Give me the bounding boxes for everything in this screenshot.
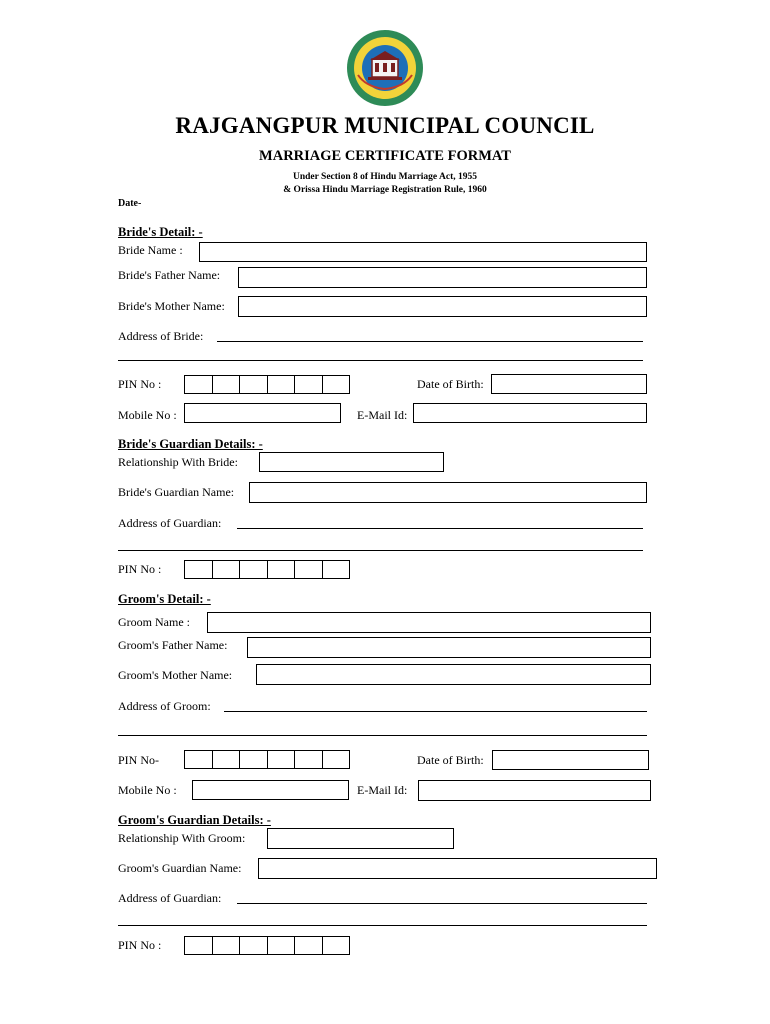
groom-relationship-field[interactable]: [267, 828, 454, 849]
bride-mother-name-label: Bride's Mother Name:: [118, 299, 225, 313]
groom-pin-field[interactable]: [184, 750, 350, 769]
groom-father-name-label: Groom's Father Name:: [118, 638, 228, 652]
bride-mobile-field[interactable]: [184, 403, 341, 423]
bride-guardian-pin-label: PIN No :: [118, 562, 162, 576]
groom-guardian-address-line-2[interactable]: [118, 925, 647, 926]
groom-name-label: Groom Name :: [118, 615, 190, 629]
groom-relationship-label: Relationship With Groom:: [118, 831, 246, 845]
bride-pin-field[interactable]: [184, 375, 350, 394]
bride-address-label: Address of Bride:: [118, 329, 204, 343]
groom-email-field[interactable]: [418, 780, 651, 801]
groom-guardian-pin-label: PIN No :: [118, 938, 162, 952]
groom-pin-label: PIN No-: [118, 753, 159, 767]
bride-dob-field[interactable]: [491, 374, 647, 394]
council-logo: [346, 29, 424, 107]
bride-detail-heading: Bride's Detail: -: [118, 225, 203, 239]
bride-mother-name-field[interactable]: [238, 296, 647, 317]
act-reference-line-1: Under Section 8 of Hindu Marriage Act, 1955: [292, 172, 477, 182]
groom-mother-name-field[interactable]: [256, 664, 651, 685]
bride-address-line-2[interactable]: [118, 360, 643, 361]
groom-name-field[interactable]: [207, 612, 651, 633]
groom-address-label: Address of Groom:: [118, 699, 211, 713]
bride-email-field[interactable]: [413, 403, 647, 423]
bride-guardian-address-label: Address of Guardian:: [118, 516, 222, 530]
bride-mobile-label: Mobile No :: [118, 408, 177, 422]
groom-email-label: E-Mail Id:: [357, 783, 408, 797]
page-title: RAJGANGPUR MUNICIPAL COUNCIL: [175, 113, 595, 138]
bride-guardian-name-label: Bride's Guardian Name:: [118, 485, 235, 499]
groom-guardian-address-label: Address of Guardian:: [118, 891, 222, 905]
bride-guardian-address-line-2[interactable]: [118, 550, 643, 551]
groom-address-line-2[interactable]: [118, 735, 647, 736]
council-emblem-icon: [346, 29, 424, 107]
date-label: Date-: [118, 198, 142, 209]
groom-guardian-address-line-1[interactable]: [237, 903, 647, 904]
groom-guardian-name-label: Groom's Guardian Name:: [118, 861, 242, 875]
groom-guardian-pin-field[interactable]: [184, 936, 350, 955]
bride-guardian-heading: Bride's Guardian Details: -: [118, 437, 263, 451]
groom-mobile-field[interactable]: [192, 780, 349, 800]
page-subtitle: MARRIAGE CERTIFICATE FORMAT: [259, 148, 511, 164]
groom-mobile-label: Mobile No :: [118, 783, 177, 797]
groom-dob-field[interactable]: [492, 750, 649, 770]
groom-guardian-name-field[interactable]: [258, 858, 657, 879]
groom-father-name-field[interactable]: [247, 637, 651, 658]
bride-father-name-label: Bride's Father Name:: [118, 268, 221, 282]
bride-guardian-pin-field[interactable]: [184, 560, 350, 579]
bride-name-field[interactable]: [199, 242, 647, 262]
bride-guardian-name-field[interactable]: [249, 482, 647, 503]
bride-relationship-field[interactable]: [259, 452, 444, 472]
bride-relationship-label: Relationship With Bride:: [118, 455, 238, 469]
bride-pin-label: PIN No :: [118, 377, 162, 391]
bride-email-label: E-Mail Id:: [357, 408, 408, 422]
bride-dob-label: Date of Birth:: [417, 377, 484, 391]
bride-name-label: Bride Name :: [118, 243, 183, 257]
bride-father-name-field[interactable]: [238, 267, 647, 288]
groom-mother-name-label: Groom's Mother Name:: [118, 668, 233, 682]
groom-dob-label: Date of Birth:: [417, 753, 484, 767]
bride-address-line-1[interactable]: [217, 341, 643, 342]
groom-address-line-1[interactable]: [224, 711, 647, 712]
act-reference-line-2: & Orissa Hindu Marriage Registration Rule, 1960: [283, 185, 487, 195]
groom-guardian-heading: Groom's Guardian Details: -: [118, 813, 271, 827]
groom-detail-heading: Groom's Detail: -: [118, 592, 211, 606]
bride-guardian-address-line-1[interactable]: [237, 528, 643, 529]
